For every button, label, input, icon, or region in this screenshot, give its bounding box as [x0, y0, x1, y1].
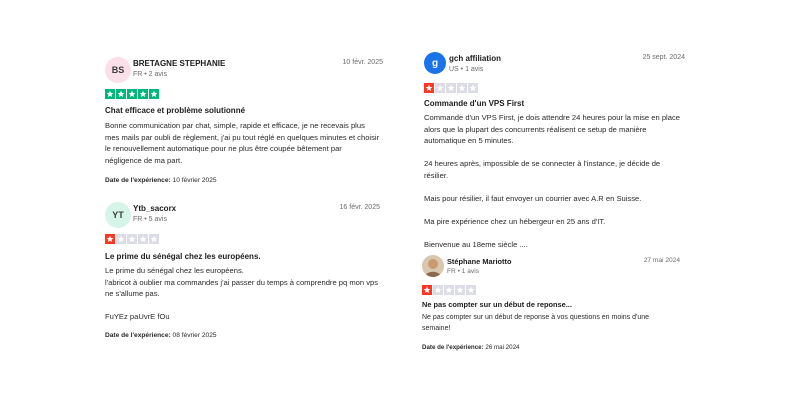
review-card: [105, 57, 385, 197]
experience-date: [105, 177, 217, 184]
star-empty-icon: [116, 234, 126, 244]
experience-date-label: Date de l'expérience:: [105, 332, 171, 339]
star-empty-icon: [138, 234, 148, 244]
star-empty-icon: [455, 285, 465, 295]
reviewer-name[interactable]: BRETAGNE STEPHANIE: [133, 59, 226, 68]
reviewer-name[interactable]: Stéphane Mariotto: [447, 257, 512, 266]
review-card: [105, 202, 385, 347]
reviewer-meta: FR • 1 avis: [447, 268, 479, 275]
star-rating: [424, 83, 478, 93]
star-empty-icon: [466, 285, 476, 295]
experience-date: [422, 344, 519, 351]
review-paragraph: Bienvenue au 18eme siècle ....: [424, 239, 528, 249]
review-paragraph: Bonne communication par chat, simple, rapide et efficace, je ne recevais plus mes mails par oubli de règlement, j'ai pu tout réglé en quelques minutes et choisir le renouvellement automatique pour ne plus être coupée bêtement par négligence de ma part.: [105, 121, 380, 165]
experience-date: [105, 332, 217, 339]
star-empty-icon: [127, 234, 137, 244]
star-filled-icon: [105, 89, 115, 99]
review-paragraph: Commande d'un VPS First, je dois attendre 24 heures pour la mise en place alors que la plupart des concurrents réalisent ce setup de manière automatique en 5 minutes.: [424, 113, 680, 145]
star-rating: [422, 285, 476, 295]
reviewer-meta: FR • 5 avis: [133, 216, 167, 223]
review-paragraph: FuYEz paUvrE fOu: [105, 312, 170, 321]
review-date: 16 févr. 2025: [339, 204, 380, 211]
reviewer-meta: US • 1 avis: [449, 66, 484, 73]
review-title[interactable]: Le prime du sénégal chez les européens.: [105, 252, 261, 261]
review-paragraph: Mais pour résilier, il faut envoyer un courrier avec A.R en Suisse.: [424, 193, 642, 203]
reviewer-meta: FR • 2 avis: [133, 71, 167, 78]
star-filled-icon: [149, 89, 159, 99]
reviewer-name[interactable]: gch affiliation: [449, 54, 501, 63]
avatar: BS: [105, 57, 131, 83]
star-empty-icon: [457, 83, 467, 93]
review-paragraph: 24 heures après, impossible de se connecter à l'instance, je décide de résilier.: [424, 159, 661, 180]
review-body: [105, 120, 380, 178]
experience-date-value: 08 février 2025: [172, 332, 217, 339]
review-title[interactable]: Commande d'un VPS First: [424, 99, 525, 108]
review-body: [105, 265, 380, 334]
review-card: [422, 255, 682, 355]
experience-date-label: Date de l'expérience:: [422, 344, 484, 351]
star-filled-icon: [422, 285, 432, 295]
star-filled-icon: [116, 89, 126, 99]
review-title[interactable]: Ne pas compter sur un début de reponse...: [422, 300, 572, 309]
review-date: 25 sept. 2024: [642, 54, 685, 61]
star-empty-icon: [446, 83, 456, 93]
star-rating: [105, 234, 159, 244]
experience-date-label: Date de l'expérience:: [105, 177, 171, 184]
review-paragraph: Ma pire expérience chez un hébergeur en 25 ans d'IT.: [424, 216, 606, 226]
user-photo-icon: [422, 255, 444, 277]
star-filled-icon: [127, 89, 137, 99]
star-filled-icon: [105, 234, 115, 244]
review-paragraph: Le prime du sénégal chez les européens. l'abricot à oublier ma commandes j'ai passer du temps à comprendre pq mon vps ne s'allume pas.: [105, 266, 379, 298]
experience-date-value: 26 mai 2024: [485, 344, 520, 351]
review-date: 10 févr. 2025: [342, 59, 383, 66]
review-body: [422, 313, 677, 346]
avatar: g: [424, 52, 446, 74]
review-title[interactable]: Chat efficace et problème solutionné: [105, 106, 246, 115]
star-empty-icon: [468, 83, 478, 93]
avatar: YT: [105, 202, 131, 228]
reviewer-name[interactable]: Ytb_sacorx: [133, 204, 177, 213]
star-filled-icon: [424, 83, 434, 93]
star-rating: [105, 89, 159, 99]
review-body: [424, 112, 686, 262]
experience-date-value: 10 février 2025: [172, 177, 217, 184]
star-empty-icon: [444, 285, 454, 295]
avatar: [422, 255, 444, 277]
star-empty-icon: [149, 234, 159, 244]
review-card: [424, 52, 686, 247]
star-empty-icon: [433, 285, 443, 295]
star-empty-icon: [435, 83, 445, 93]
star-filled-icon: [138, 89, 148, 99]
review-date: 27 mai 2024: [643, 257, 680, 264]
review-paragraph: Ne pas compter sur un début de reponse à vos questions en moins d'une semaine!: [422, 314, 650, 332]
